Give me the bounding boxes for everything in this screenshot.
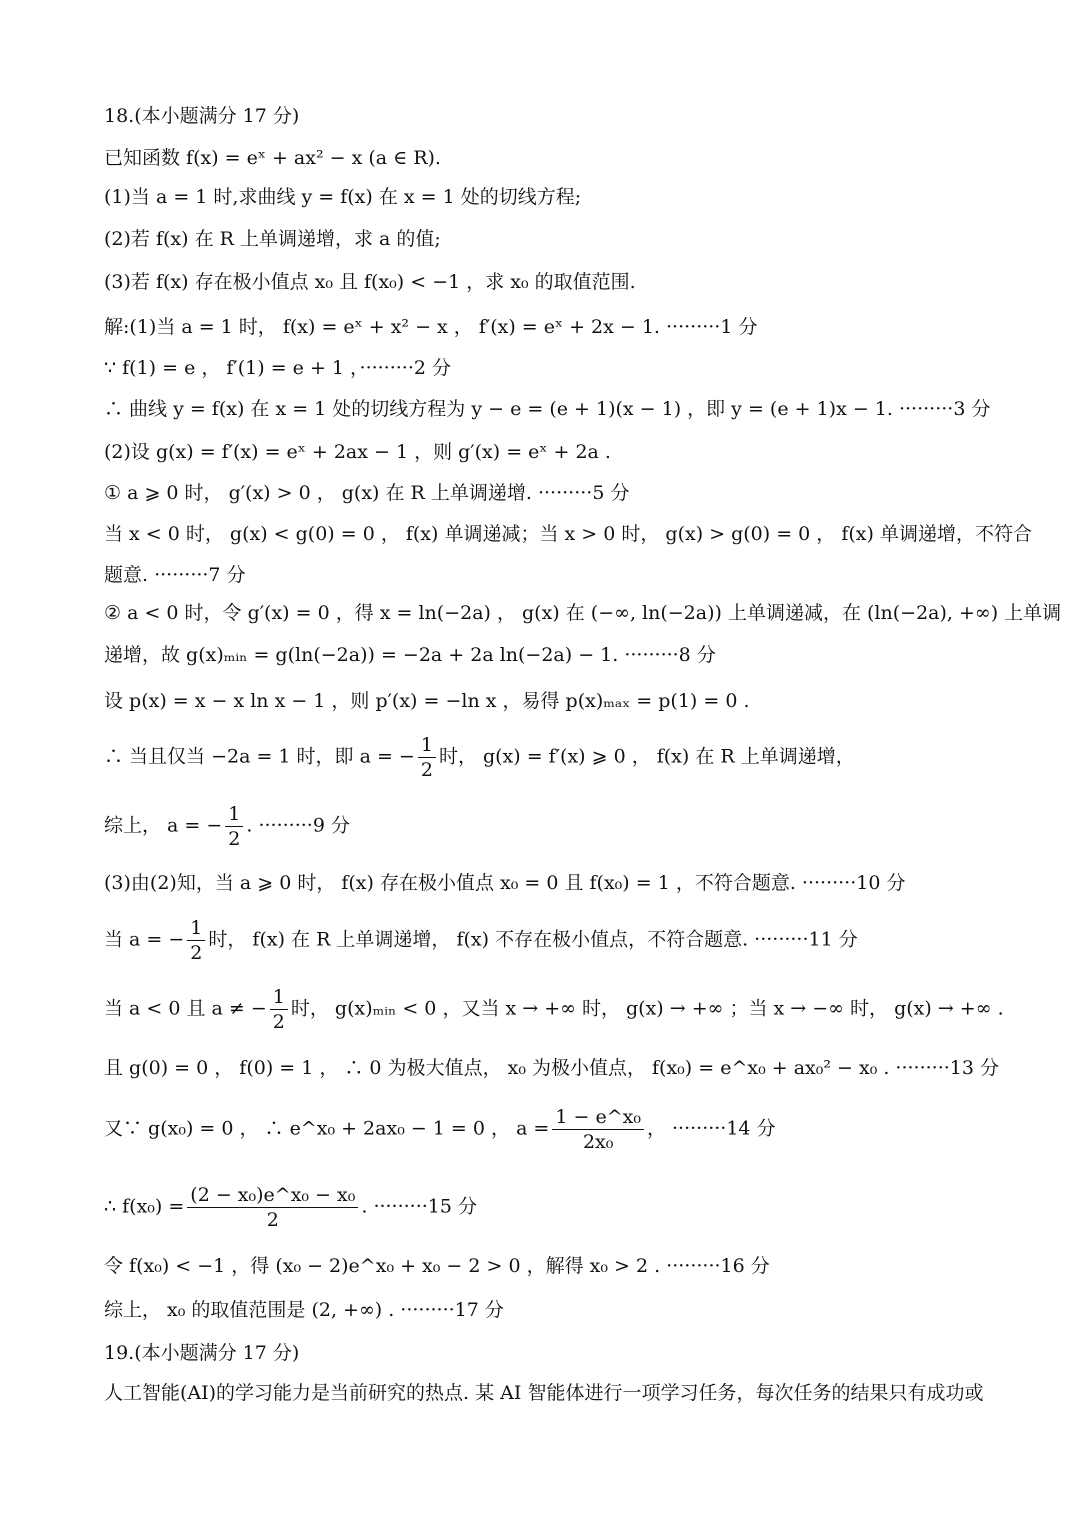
fraction-denominator: 2 [228,828,241,850]
q19-text: 人工智能(AI)的学习能力是当前研究的热点. 某 AI 智能体进行一项学习任务，每次任务的结果只有成功或 [104,1382,984,1404]
solution-line-9: 递增，故 g(x)ₘᵢₙ = g(ln(−2a)) = −2a + 2a ln(−2a) − 1. ·········8 分 [104,644,716,666]
fraction-half [418,733,436,782]
fraction-denominator: 2x₀ [582,1131,614,1153]
line-12-end: . ·········9 分 [246,814,350,837]
solution-line-19: 令 f(x₀) < −1 ，得 (x₀ − 2)e^x₀ + x₀ − 2 > 0 ，解得 x₀ > 2 . ·········16 分 [104,1255,770,1277]
q18-function: 已知函数 f(x) = eˣ + ax² − x (a ∈ R). [104,147,441,169]
fraction-denominator: 2 [266,1209,279,1231]
line-15-start: 当 a < 0 且 a ≠ − [104,997,267,1020]
fraction-half [225,802,243,851]
fraction-half [187,916,205,965]
solution-line-3: ∴ 曲线 y = f(x) 在 x = 1 处的切线方程为 y − e = (e + 1)(x − 1) ，即 y = (e + 1)x − 1. ·········3 分 [104,398,991,420]
line-17-end: ， ·········14 分 [646,1117,776,1140]
fraction-half [270,985,288,1034]
solution-line-4: (2)设 g(x) = f′(x) = eˣ + 2ax − 1 ，则 g′(x) = eˣ + 2a . [104,441,611,463]
solution-line-18 [104,1183,980,1232]
fraction-fx0 [187,1183,358,1232]
fraction-numerator: (2 − x₀)e^x₀ − x₀ [187,1183,358,1208]
solution-line-1: 解:(1)当 a = 1 时， f(x) = eˣ + x² − x ， f′(x) = eˣ + 2x − 1. ·········1 分 [104,316,758,338]
fraction-numerator: 1 [270,985,288,1010]
fraction-numerator: 1 [187,916,205,941]
fraction-a [552,1105,644,1154]
q18-part-2: (2)若 f(x) 在 R 上单调递增，求 a 的值; [104,228,441,250]
fraction-denominator: 2 [272,1011,285,1033]
line-18-end: . ·········15 分 [361,1195,478,1218]
line-14-end: 时， f(x) 在 R 上单调递增， f(x) 不存在极小值点，不符合题意. ·········11 分 [208,928,858,951]
solution-line-14 [104,916,980,965]
fraction-numerator: 1 [225,802,243,827]
solution-line-5: ① a ⩾ 0 时， g′(x) > 0 ， g(x) 在 R 上单调递增. ·········5 分 [104,482,630,504]
solution-line-15 [104,985,1004,1034]
solution-line-8: ② a < 0 时，令 g′(x) = 0 ，得 x = ln(−2a) ， g(x) 在 (−∞, ln(−2a)) 上单调递减，在 (ln(−2a), +∞) 上单调 [104,602,1062,624]
solution-line-10: 设 p(x) = x − x ln x − 1 ，则 p′(x) = −ln x ，易得 p(x)ₘₐₓ = p(1) = 0 . [104,690,750,712]
q18-part-1: (1)当 a = 1 时,求曲线 y = f(x) 在 x = 1 处的切线方程; [104,186,582,208]
solution-line-6: 当 x < 0 时， g(x) < g(0) = 0 ， f(x) 单调递减；当 x > 0 时， g(x) > g(0) = 0 ， f(x) 单调递增，不符合 [104,523,1032,545]
solution-line-7: 题意. ·········7 分 [104,564,246,586]
solution-line-16: 且 g(0) = 0 ， f(0) = 1 ， ∴ 0 为极大值点， x₀ 为极小值点， f(x₀) = e^x₀ + ax₀² − x₀ . ·········13 分 [104,1057,999,1079]
solution-line-2: ∵ f(1) = e ， f′(1) = e + 1 ，·········2 分 [104,357,452,379]
solution-line-20: 综上， x₀ 的取值范围是 (2, +∞) . ·········17 分 [104,1299,504,1321]
fraction-denominator: 2 [420,759,433,781]
fraction-denominator: 2 [190,942,203,964]
solution-line-11 [104,733,980,782]
line-15-end: 时， g(x)ₘᵢₙ < 0 ，又当 x → +∞ 时， g(x) → +∞ ；当 x → −∞ 时， g(x) → +∞ . [290,997,1004,1020]
line-11-end: 时， g(x) = f′(x) ⩾ 0 ， f(x) 在 R 上单调递增， [438,745,855,768]
line-18-start: ∴ f(x₀) = [104,1195,185,1218]
q19-header: 19.(本小题满分 17 分) [104,1342,300,1364]
q18-part-3: (3)若 f(x) 存在极小值点 x₀ 且 f(x₀) < −1 ，求 x₀ 的取值范围. [104,271,636,293]
line-14-start: 当 a = − [104,928,185,951]
solution-line-13: (3)由(2)知，当 a ⩾ 0 时， f(x) 存在极小值点 x₀ = 0 且 f(x₀) = 1 ，不符合题意. ·········10 分 [104,872,906,894]
solution-line-17 [104,1105,980,1154]
solution-line-12 [104,802,980,851]
line-11-start: ∴ 当且仅当 −2a = 1 时，即 a = − [104,745,415,768]
line-12-start: 综上， a = − [104,814,223,837]
q18-header: 18.(本小题满分 17 分) [104,105,300,127]
fraction-numerator: 1 [418,733,436,758]
fraction-numerator: 1 − e^x₀ [552,1105,644,1130]
line-17-start: 又∵ g(x₀) = 0 ， ∴ e^x₀ + 2ax₀ − 1 = 0 ， a = [104,1117,550,1140]
